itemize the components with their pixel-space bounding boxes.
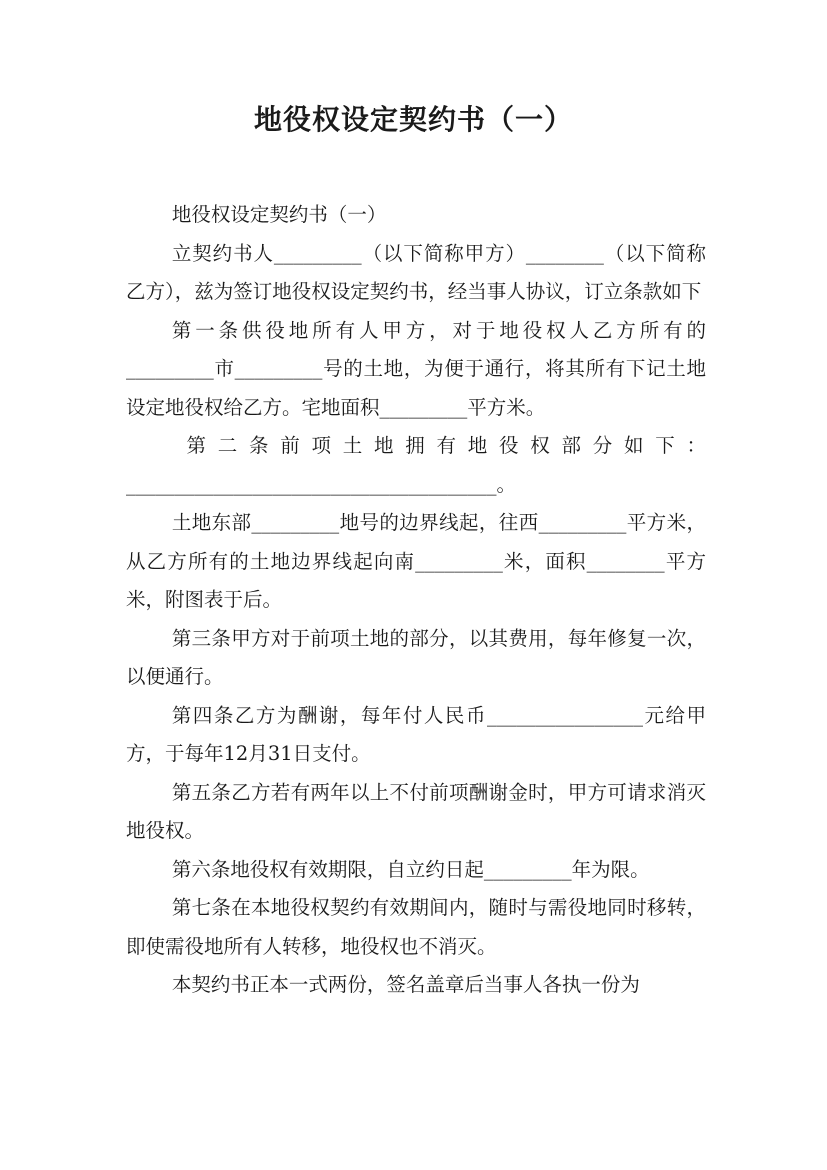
paragraph-preamble: 立契约书人_________（以下简称甲方）________（以下简称乙方），兹为签订地役权设定契约书，经当事人协议，订立条款如下: [126, 241, 706, 303]
paragraph-article-2: 第 二 条 前 项 土 地 拥 有 地 役 权 部 分 如 下 ：______________________________________。: [126, 434, 706, 496]
paragraph-land-description: 土地东部_________地号的边界线起，往西_________平方米，从乙方所有的土地边界线起向南_________米，面积________平方米，附图表于后。: [126, 511, 706, 611]
paragraph-article-6: 第六条地役权有效期限，自立约日起_________年为限。: [171, 857, 650, 881]
paragraph-article-4: 第四条乙方为酬谢，每年付人民币________________元给甲方，于每年12月31日支付。: [126, 703, 706, 765]
paragraph-article-7: 第七条在本地役权契约有效期间内，随时与需役地同时移转，即使需役地所有人转移，地役权也不消灭。: [126, 896, 706, 958]
document-body: [126, 196, 706, 1005]
paragraph-article-5: 第五条乙方若有两年以上不付前项酬谢金时，甲方可请求消灭地役权。: [126, 780, 706, 842]
paragraph-closing: 本契约书正本一式两份，签名盖章后当事人各执一份为: [171, 973, 640, 996]
document-title: 地役权设定契约书（一）: [253, 103, 573, 136]
paragraph-article-3: 第三条甲方对于前项土地的部分，以其费用，每年修复一次，以便通行。: [126, 626, 706, 688]
paragraph-article-1: 第一条供役地所有人甲方，对于地役权人乙方所有的_________市_________号的土地，为便于通行，将其所有下记土地设定地役权给乙方。宅地面积_________平方米。: [126, 318, 706, 419]
paragraph-subtitle: 地役权设定契约书（一）: [171, 203, 387, 226]
